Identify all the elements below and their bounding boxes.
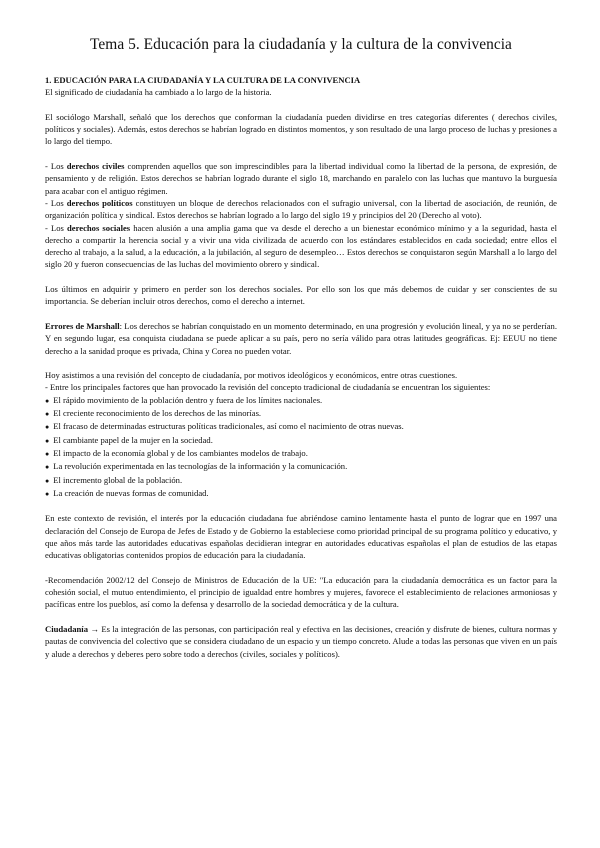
paragraph-civil-rights bbox=[45, 160, 557, 197]
paragraph-revision: Hoy asistimos a una revisión del concepto de ciudadanía, por motivos ideológicos y económicos, entre otras cuestiones. bbox=[45, 370, 458, 381]
list-item: ● El creciente reconocimiento de los derechos de las minorías. bbox=[45, 407, 557, 420]
paragraph-last-rights: Los últimos en adquirir y primero en perder son los derechos sociales. Por ello son los que más debemos de cuidar y ser conscientes de su importancia. Se deberían incluir otros derechos, como el derecho a internet. bbox=[45, 284, 557, 307]
social-rights-text: hacen alusión a una amplia gama que va desde el derecho a un bienestar económico mínimo y a la seguridad, hasta el derecho a compartir la herencia social y a vivir una vida civilizada de acuerdo con los estándares establecidos en cada sociedad; entre ellos el derecho al trabajo, a la salud, a la educación, a la jubilación, al seguro de desempleo… Estos derechos se conquistaron según Marshall a lo largo del siglo 20 y fueron consecuencias de las luchas del movimiento obrero y sindical. bbox=[45, 222, 557, 270]
document-page bbox=[45, 36, 557, 660]
section-intro: El significado de ciudadanía ha cambiado a lo largo de la historia. bbox=[45, 87, 272, 98]
social-prefix: - Los bbox=[45, 222, 67, 233]
section-heading: 1. EDUCACIÓN PARA LA CIUDADANÍA Y LA CULTURA DE LA CONVIVENCIA bbox=[45, 75, 361, 85]
political-rights-term: derechos políticos bbox=[66, 197, 133, 208]
section-1 bbox=[45, 74, 557, 660]
factors-list bbox=[45, 394, 557, 500]
paragraph-errores bbox=[45, 320, 557, 357]
political-rights-text: constituyen un bloque de derechos relacionados con el sufragio universal, con la libertad de asociación, de reunión, de organización política y sindical. Estos derechos se habrían logrado a lo largo del siglo 19 y principios del 20 (Derecho al voto). bbox=[45, 197, 557, 221]
paragraph-context: En este contexto de revisión, el interés por la educación ciudadana fue abriéndose camino lentamente hasta el punto de lograr que en 1997 una declaración del Consejo de Europa de Jefes de Estado y de Gobierno la estableciese como prioridad principal de su programa político y educativo, y que años más tarde las autoridades educativas españolas decidieran integrar en autoridades educativas españolas el plan de estudios de las etapas educativas obligatorias contenidos propios de educación para la ciudadanía. bbox=[45, 513, 557, 561]
list-item: ● La revolución experimentada en las tecnologías de la información y la comunicación. bbox=[45, 460, 557, 473]
errores-term: Errores de Marshall bbox=[45, 320, 120, 331]
paragraph-political-rights bbox=[45, 197, 557, 222]
document-title: Tema 5. Educación para la ciudadanía y la cultura de la convivencia bbox=[90, 36, 512, 53]
paragraph-recomendacion: -Recomendación 2002/12 del Consejo de Ministros de Educación de la UE: "La educación para la ciudadanía democrática es un factor para la cohesión social, el mutuo entendimiento, el principio de igualdad entre hombres y mujeres, favorece el establecimiento de relaciones armoniosas y pacíficas entre los pueblos, así como la defensa y desarrollo de la sociedad democrática y de la cultura. bbox=[45, 574, 557, 610]
civil-rights-text: comprenden aquellos que son imprescindibles para la libertad individual como la libertad de la persona, de expresión, de pensamiento y de religión. Estos derechos se habrían logrado durante el siglo 18, marchando en paralelo con las luchas que mantuvo la burguesía para acabar con el antiguo régimen. bbox=[45, 161, 557, 196]
list-item: ● El cambiante papel de la mujer en la sociedad. bbox=[45, 434, 557, 447]
ciudadania-text: → Es la integración de las personas, con participación real y efectiva en las decisiones, creación y disfrute de bienes, cultura normas y pautas de convivencia del colectivo que se considera ciudadano de un espacio y un tiempo concreto. Alude a todas las personas que viven en un país y alude a derechos y deberes pero sobre todo a derechos (civiles, sociales y políticos). bbox=[45, 624, 557, 659]
social-rights-term: derechos sociales bbox=[67, 222, 131, 233]
civil-prefix: - Los bbox=[45, 161, 67, 172]
civil-rights-term: derechos civiles bbox=[66, 161, 125, 172]
list-item: ● El impacto de la economía global y de los cambiantes modelos de trabajo. bbox=[45, 447, 557, 460]
list-item: ● La creación de nuevas formas de comunidad. bbox=[45, 487, 557, 500]
paragraph-factors-intro: - Entre los principales factores que han provocado la revisión del concepto tradicional de ciudadanía se encuentran los siguientes: bbox=[45, 382, 491, 393]
paragraph-marshall: El sociólogo Marshall, señaló que los derechos que conforman la ciudadanía pueden dividirse en tres categorías diferentes ( derechos civiles, políticos y sociales). Además, estos derechos se habrían logrado en distintos momentos, y son resultado de una largo proceso de luchas y presiones a lo largo del tiempo. bbox=[45, 111, 557, 147]
list-item: ● El fracaso de determinadas estructuras políticas tradicionales, así como el nacimiento de otras nuevas. bbox=[45, 420, 557, 433]
errores-text: : Los derechos se habrían conquistado en un momento determinado, en una progresión y evolución lineal, y ya no se perderían. Y en segundo lugar, esa conquista ciudadana se puede aplicar a su país, pero no sería válido para otras latitudes geográficas. Ej: EEUU no tiene derecho a la sanidad proque es privada, China y Corea no pueden votar. bbox=[45, 320, 557, 356]
list-item: ● El incremento global de la población. bbox=[45, 474, 557, 487]
paragraph-social-rights bbox=[45, 222, 557, 271]
paragraph-ciudadania bbox=[45, 623, 557, 660]
ciudadania-term: Ciudadanía bbox=[45, 624, 88, 635]
political-prefix: - Los bbox=[45, 197, 67, 208]
list-item: ● El rápido movimiento de la población dentro y fuera de los límites nacionales. bbox=[45, 394, 557, 407]
